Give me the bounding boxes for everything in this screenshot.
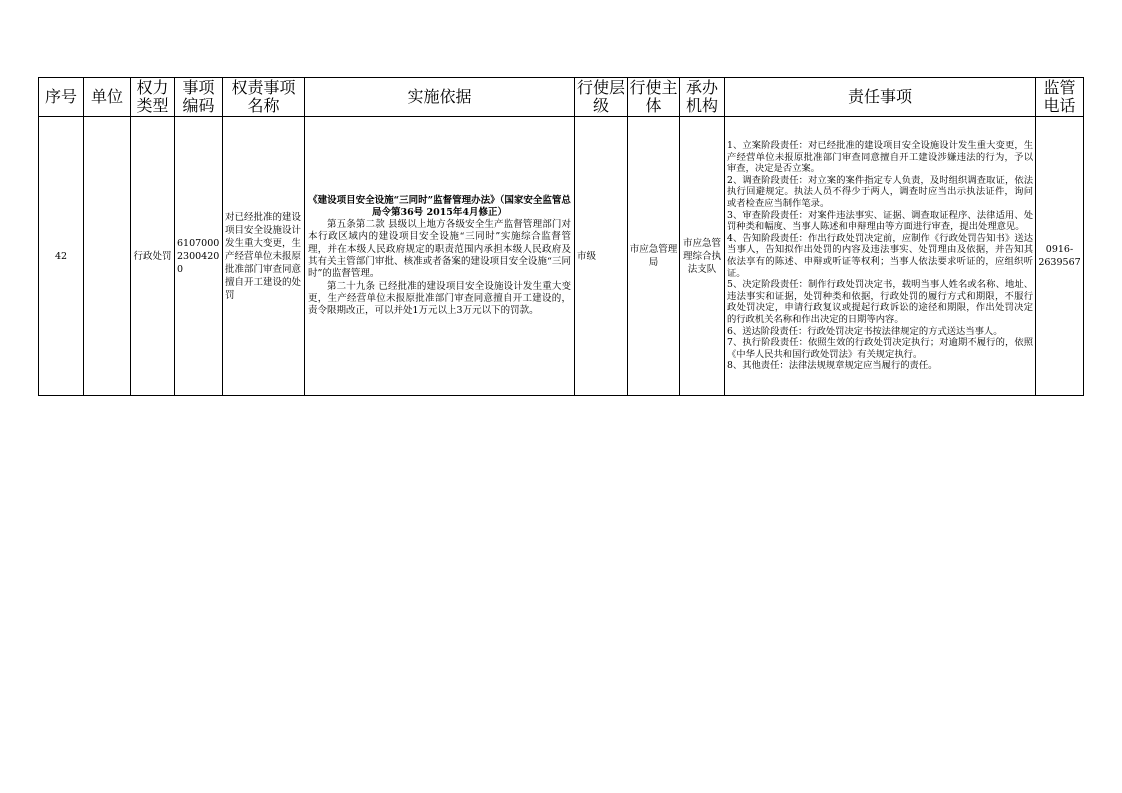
header-duties: 责任事项 <box>725 78 1036 117</box>
basis-paragraph-2: 第二十九条 已经批准的建设项目安全设施设计发生重大变更，生产经营单位未报原批准部门审查同意擅自开工建设的，责令限期改正，可以并处1万元以上3万元以下的罚款。 <box>308 280 571 317</box>
cell-power-type: 行政处罚 <box>131 117 175 396</box>
cell-level: 市级 <box>575 117 628 396</box>
header-level: 行使层 级 <box>575 78 628 117</box>
cell-unit <box>84 117 131 396</box>
table-row <box>39 117 1084 396</box>
header-unit: 单位 <box>84 78 131 117</box>
responsibility-table <box>38 77 1084 396</box>
cell-item-name: 对已经批准的建设项目安全设施设计发生重大变更，生产经营单位未报原批准部门审查同意擅自开工建设的处罚 <box>223 117 305 396</box>
header-item-code: 事项 编码 <box>175 78 223 117</box>
cell-item-code: 610700023004200 <box>175 117 223 396</box>
basis-paragraph-1: 第五条第二款 县级以上地方各级安全生产监督管理部门对本行政区域内的建设项目安全设施“三同时”实施综合监督管理，并在本级人民政府规定的职责范围内承担本级人民政府及其有关主管部门审批、核准或者备案的建设项目安全设施“三同时”的监督管理。 <box>308 219 571 280</box>
cell-subject: 市应急管理局 <box>628 117 680 396</box>
header-item-name: 权责事项 名称 <box>223 78 305 117</box>
cell-seq: 42 <box>39 117 84 396</box>
header-subject: 行使主 体 <box>629 78 678 115</box>
header-agency: 承办 机构 <box>680 78 725 117</box>
cell-agency: 市应急管理综合执法支队 <box>680 117 725 396</box>
cell-duties: 1、立案阶段责任：对已经批准的建设项目安全设施设计发生重大变更，生产经营单位未报原批准部门审查同意擅自开工建设涉嫌违法的行为，予以审查，决定是否立案。 2、调查阶段责任：对立案的案件指定专人负责，及时组织调查取证，依法执行回避规定。执法人员不得少于两人，调查时应当出示执法证件，询问或者检查应当制作笔录。 3、审查阶段责任：对案件违法事实、证据、调查取证程序、法律适用、处罚种类和幅度、当事人陈述和申辩理由等方面进行审查，提出处理意见。 4、告知阶段责任：作出行政处罚决定前，应制作《行政处罚告知书》送达当事人，告知拟作出处罚的内容及违法事实、处罚理由及依据，并告知其依法享有的陈述、申辩或听证等权利；当事人依法要求听证的，应组织听证。 5、决定阶段责任：制作行政处罚决定书，载明当事人姓名或名称、地址、违法事实和证据，处罚种类和依据，行政处罚的履行方式和期限，不服行政处罚决定，申请行政复议或提起行政诉讼的途径和期限，作出处罚决定的行政机关名称和作出决定的日期等内容。 6、送达阶段责任：行政处罚决定书按法律规定的方式送达当事人。 7、执行阶段责任：依照生效的行政处罚决定执行；对逾期不履行的，依照《中华人民共和国行政处罚法》有关规定执行。 8、其他责任：法律法规规章规定应当履行的责任。 <box>725 117 1036 396</box>
header-power-type: 权力 类型 <box>131 78 175 117</box>
header-basis: 实施依据 <box>305 78 575 117</box>
header-seq: 序号 <box>39 78 84 117</box>
header-phone: 监管 电话 <box>1036 78 1084 117</box>
header-row <box>39 78 1084 117</box>
responsibility-table-container <box>38 77 1083 396</box>
cell-basis <box>305 117 575 396</box>
basis-law-title: 《建设项目安全设施“三同时”监督管理办法》（国家安全监管总局令第36号 2015年4月修正） <box>308 194 571 218</box>
cell-phone: 0916-2639567 <box>1036 117 1084 396</box>
